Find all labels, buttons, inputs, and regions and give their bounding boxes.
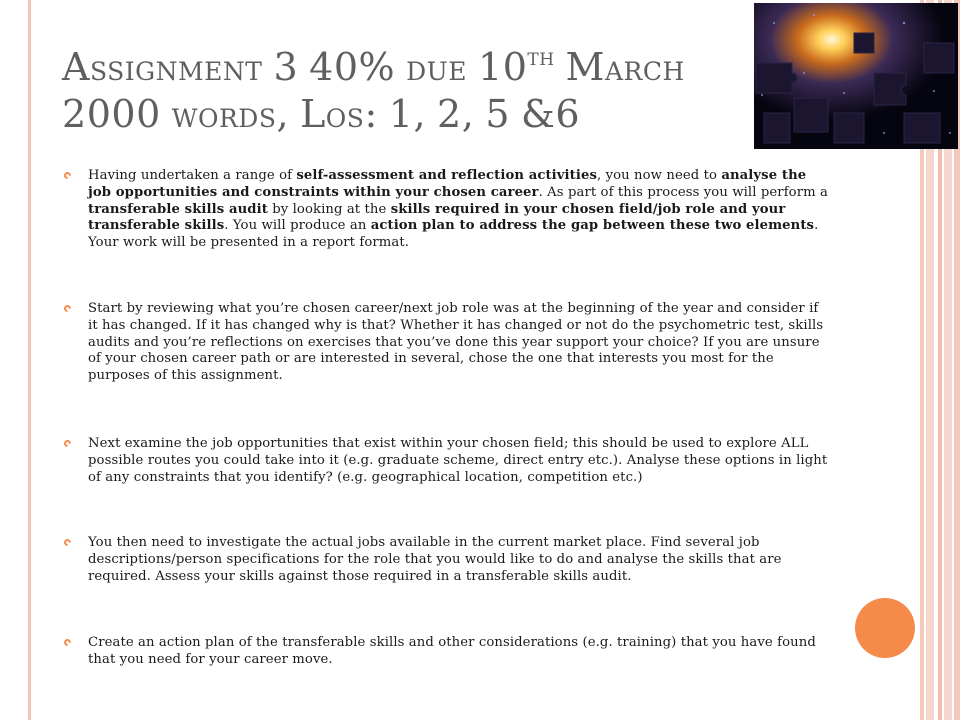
bullet-emphasis: action plan to address the gap between these two elements: [370, 218, 815, 234]
bullet-emphasis: skills required in your chosen field/job role and your transferable skills: [88, 201, 786, 234]
puzzle-galaxy-graphic: [754, 3, 958, 149]
bullet-ring-icon: [63, 439, 73, 449]
bullet-text-run: You then need to investigate the actual jobs available in the current market place. Find several job descriptions/person specifications for the role that you would like to do and analyse the skills that are required. Assess your skills against those required in a transferable skills audit.: [88, 535, 782, 584]
title-line-1-text: ASSIGNMENT 3 40% DUE 10: [62, 45, 528, 89]
bullet-text-run: Having undertaken a range of: [88, 168, 297, 183]
slide-title: [62, 46, 762, 140]
title-line-1: [62, 46, 762, 93]
bullet-text-run: Create an action plan of the transferable skills and other considerations (e.g. training) that you have found that you need for your career move.: [88, 635, 816, 667]
bullet-emphasis: transferable skills audit: [88, 201, 268, 217]
bullet-item: [64, 436, 828, 486]
bullet-text-run: by looking at the: [267, 201, 391, 217]
bullet-text-run: , you now need to: [596, 168, 722, 183]
bullet-text-run: . You will produce an: [224, 218, 371, 234]
bullet-ring-icon: [63, 171, 73, 181]
bullet-emphasis: self-assessment and reflection activities: [296, 168, 597, 183]
title-superscript: TH: [527, 50, 555, 70]
bullet-ring-icon: [63, 638, 73, 648]
bullet-ring-icon: [63, 304, 73, 314]
title-line-2: 2000 WORDS, LOS: 1, 2, 5 &6: [62, 92, 581, 136]
title-line-1-suffix: MARCH: [565, 45, 685, 89]
puzzle-galaxy-image: [754, 3, 958, 149]
bullet-text-run: . Your work will be presented in a report format.: [88, 218, 819, 251]
orange-circle-decoration: [855, 598, 915, 658]
bullet-item: [64, 168, 828, 252]
bullet-text: [88, 635, 828, 669]
bullet-item: [64, 635, 828, 669]
bullet-item: [64, 301, 828, 385]
left-border-rule: [28, 0, 31, 720]
bullet-emphasis: analyse the job opportunities and constraints within your chosen career: [88, 168, 807, 200]
bullet-ring-icon: [63, 538, 73, 548]
bullet-text-run: Start by reviewing what you’re chosen career/next job role was at the beginning of the year and consider if it has changed. If it has changed why is that? Whether it has changed or not do the psychometric test, skills audits and you’re reflections on exercises that you’ve done this year support your choice? If you are unsure of your chosen career path or are interested in several, chose the one that interests you most for the purposes of this assignment.: [88, 301, 824, 384]
bullet-text-run: Next examine the job opportunities that exist within your chosen field; this should be used to explore ALL possible routes you could take into it (e.g. graduate scheme, direct entry etc.). Analyse these options in light of any constraints that you identify? (e.g. geographical location, competition etc.): [88, 436, 828, 485]
bullet-text: [88, 436, 828, 486]
bullet-text-run: . As part of this process you will perform a: [538, 184, 828, 200]
bullet-text: [88, 301, 828, 385]
bullet-text: [88, 535, 828, 585]
bullet-item: [64, 535, 828, 585]
bullet-text: [88, 168, 828, 252]
